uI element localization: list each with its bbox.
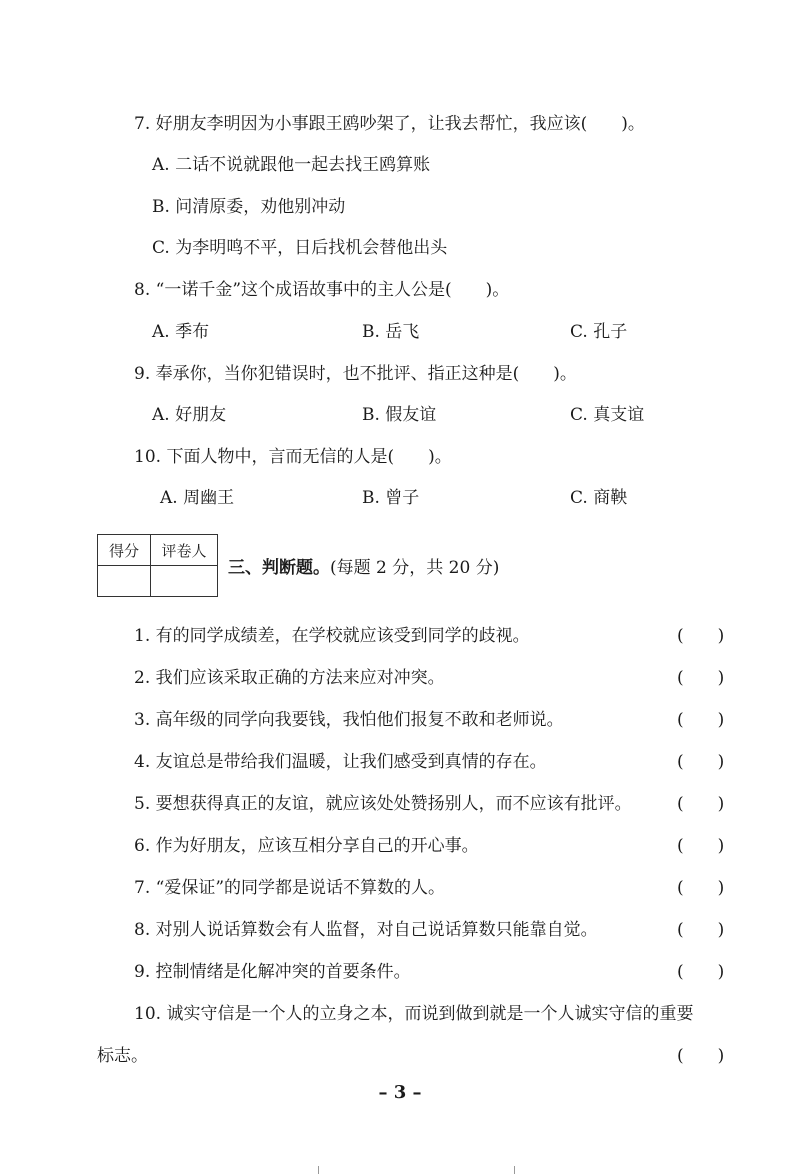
question-8-option-c: C. 孔子: [570, 322, 628, 342]
question-10-option-a: A. 周幽王: [160, 488, 235, 508]
section-3-title: 三、判断题。: [228, 558, 330, 578]
judgment-2: 2. 我们应该采取正确的方法来应对冲突。: [134, 668, 445, 688]
judgment-10-answer[interactable]: ( ): [677, 1046, 725, 1066]
judgment-10: 10. 诚实守信是一个人的立身之本，而说到做到就是一个人诚实守信的重要: [134, 1004, 694, 1024]
question-9-option-c: C. 真支谊: [570, 405, 645, 425]
judgment-7: 7. “爱保证”的同学都是说话不算数的人。: [134, 878, 446, 898]
question-9-stem: 9. 奉承你，当你犯错误时，也不批评、指正这种是( )。: [134, 364, 577, 384]
page-number: – 3 –: [378, 1082, 422, 1103]
judgment-8-answer[interactable]: ( ): [677, 920, 725, 940]
question-7-option-c: C. 为李明鸣不平，日后找机会替他出头: [152, 238, 448, 258]
score-box: [97, 534, 218, 597]
judgment-10-continuation: 标志。: [97, 1046, 148, 1066]
judgment-2-answer[interactable]: ( ): [677, 668, 725, 688]
section-3-heading: [228, 556, 499, 580]
question-7-option-a: A. 二话不说就跟他一起去找王鸥算账: [152, 155, 431, 175]
question-10-option-b: B. 曾子: [362, 488, 420, 508]
grader-cell: [151, 566, 218, 597]
judgment-6: 6. 作为好朋友，应该互相分享自己的开心事。: [134, 836, 479, 856]
judgment-1: 1. 有的同学成绩差，在学校就应该受到同学的歧视。: [134, 626, 530, 646]
judgment-4-answer[interactable]: ( ): [677, 752, 725, 772]
question-7-option-b: B. 问清原委，劝他别冲动: [152, 197, 346, 217]
judgment-3: 3. 高年级的同学向我要钱，我怕他们报复不敢和老师说。: [134, 710, 564, 730]
judgment-4: 4. 友谊总是带给我们温暖，让我们感受到真情的存在。: [134, 752, 547, 772]
judgment-9: 9. 控制情绪是化解冲突的首要条件。: [134, 962, 411, 982]
score-cell: [98, 566, 151, 597]
question-10-option-c: C. 商鞅: [570, 488, 628, 508]
question-7-stem: 7. 好朋友李明因为小事跟王鸥吵架了，让我去帮忙，我应该( )。: [134, 114, 645, 134]
score-label: 得分: [98, 535, 151, 566]
judgment-1-answer[interactable]: ( ): [677, 626, 725, 646]
crop-mark-right: [514, 1166, 515, 1174]
question-9-option-a: A. 好朋友: [152, 405, 227, 425]
judgment-3-answer[interactable]: ( ): [677, 710, 725, 730]
question-9-option-b: B. 假友谊: [362, 405, 437, 425]
crop-mark-left: [318, 1166, 319, 1174]
judgment-8: 8. 对别人说话算数会有人监督，对自己说话算数只能靠自觉。: [134, 920, 598, 940]
judgment-9-answer[interactable]: ( ): [677, 962, 725, 982]
question-8-option-a: A. 季布: [152, 322, 210, 342]
question-10-stem: 10. 下面人物中，言而无信的人是( )。: [134, 447, 452, 467]
section-3-note: (每题 2 分，共 20 分): [330, 558, 500, 578]
judgment-7-answer[interactable]: ( ): [677, 878, 725, 898]
judgment-6-answer[interactable]: ( ): [677, 836, 725, 856]
question-8-option-b: B. 岳飞: [362, 322, 420, 342]
question-8-stem: 8. “一诺千金”这个成语故事中的主人公是( )。: [134, 280, 510, 300]
grader-label: 评卷人: [151, 535, 218, 566]
judgment-5: 5. 要想获得真正的友谊，就应该处处赞扬别人，而不应该有批评。: [134, 794, 632, 814]
judgment-5-answer[interactable]: ( ): [677, 794, 725, 814]
